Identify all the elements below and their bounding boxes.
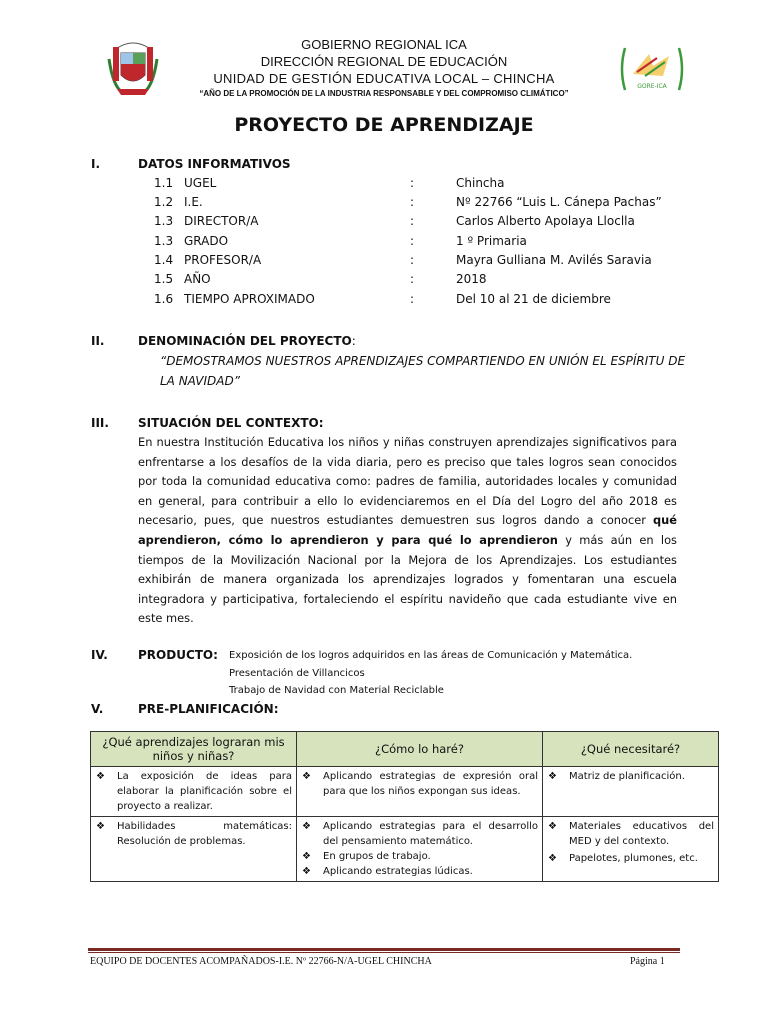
list-item xyxy=(301,849,538,864)
datos-number: 1.2 xyxy=(154,195,174,209)
datos-number: 1.6 xyxy=(154,292,174,306)
datos-number: 1.3 xyxy=(154,214,174,228)
product-item: Presentación de Villancicos xyxy=(229,668,365,679)
table-cell xyxy=(297,817,543,882)
datos-row xyxy=(0,195,768,213)
list-item-text: Habilidades matemáticas: Resolución de problemas. xyxy=(117,821,292,847)
context-bold-2: cómo lo aprendieron y para qué lo aprendieron xyxy=(228,532,558,547)
list-item-text: La exposición de ideas para elaborar la planificación sobre el proyecto a realizar. xyxy=(117,771,292,812)
table-header-cell: ¿Qué necesitaré? xyxy=(543,732,719,767)
datos-row xyxy=(0,292,768,310)
footer-rule xyxy=(88,948,680,951)
diamond-bullet-icon: ❖ xyxy=(96,821,105,832)
list-item xyxy=(301,864,538,879)
datos-value: Nº 22766 “Luis L. Cánepa Pachas” xyxy=(456,195,662,209)
section-5-title: PRE-PLANIFICACIÓN: xyxy=(138,702,279,716)
datos-number: 1.3 xyxy=(154,234,174,248)
list-item-text: Aplicando estrategias de expresión oral para que los niños expongan sus ideas. xyxy=(323,771,538,797)
section-5-number: V. xyxy=(91,702,104,716)
table-row xyxy=(91,767,719,817)
datos-key: I.E. xyxy=(184,195,203,209)
section-2-title-text: DENOMINACIÓN DEL PROYECTO xyxy=(138,334,352,348)
planning-table xyxy=(90,731,719,882)
header-year-motto: “AÑO DE LA PROMOCIÓN DE LA INDUSTRIA RESPONSABLE Y DEL COMPROMISO CLIMÁTICO” xyxy=(199,89,569,98)
datos-row xyxy=(0,176,768,194)
list-item-text: En grupos de trabajo. xyxy=(323,851,431,862)
section-2-title xyxy=(138,334,356,348)
diamond-bullet-icon: ❖ xyxy=(548,853,557,864)
datos-number: 1.4 xyxy=(154,253,174,267)
context-text-2: y más aún en los tiempos de la Movilización Nacional por la Mejora de los Aprendizajes. Los estudiantes exhibirán de manera organizada los aprendizajes logrados y fomentaran una escuela integradora y participativa, fortaleciendo el espíritu navideño que cada estudiante vive en este mes. xyxy=(138,532,677,626)
diamond-bullet-icon: ❖ xyxy=(302,771,311,782)
gore-ica-text: GORE-ICA xyxy=(637,83,667,90)
datos-colon: : xyxy=(410,176,415,190)
project-name: “DEMOSTRAMOS NUESTROS APRENDIZAJES COMPARTIENDO EN UNIÓN EL ESPÍRITU DE LA NAVIDAD” xyxy=(160,354,686,388)
table-cell xyxy=(91,817,297,882)
section-3-number: III. xyxy=(91,416,109,430)
list-item xyxy=(547,851,714,866)
diamond-bullet-icon: ❖ xyxy=(548,771,557,782)
table-cell xyxy=(297,767,543,817)
datos-colon: : xyxy=(410,272,415,286)
section-1-title: DATOS INFORMATIVOS xyxy=(138,157,291,171)
list-item xyxy=(301,819,538,849)
section-4-title: PRODUCTO: xyxy=(138,648,218,662)
datos-row xyxy=(0,253,768,271)
section-3-title: SITUACIÓN DEL CONTEXTO: xyxy=(138,416,324,430)
header-direction: DIRECCIÓN REGIONAL DE EDUCACIÓN xyxy=(260,54,508,69)
datos-key: UGEL xyxy=(184,176,217,190)
section-4-number: IV. xyxy=(91,648,108,662)
diamond-bullet-icon: ❖ xyxy=(302,851,311,862)
datos-key: DIRECTOR/A xyxy=(184,214,259,228)
header-government: GOBIERNO REGIONAL ICA xyxy=(301,37,467,52)
context-bold-1: qué aprendieron xyxy=(138,513,677,547)
list-item xyxy=(547,769,714,784)
section-1-number: I. xyxy=(91,157,101,171)
diamond-bullet-icon: ❖ xyxy=(548,821,557,832)
section-2-colon: : xyxy=(351,334,356,348)
table-cell xyxy=(91,767,297,817)
datos-colon: : xyxy=(410,214,415,228)
list-item xyxy=(301,769,538,799)
list-item xyxy=(547,819,714,849)
list-item-text: Papelotes, plumones, etc. xyxy=(569,853,698,864)
datos-key: GRADO xyxy=(184,234,229,248)
list-item xyxy=(95,819,292,849)
datos-row xyxy=(0,214,768,232)
footer-team: EQUIPO DE DOCENTES ACOMPAÑADOS-I.E. Nº 22766-N/A-UGEL CHINCHA xyxy=(90,956,432,967)
datos-number: 1.1 xyxy=(154,176,174,190)
diamond-bullet-icon: ❖ xyxy=(302,866,311,877)
context-sep: , xyxy=(216,532,229,547)
context-paragraph xyxy=(138,433,677,629)
datos-value: Mayra Gulliana M. Avilés Saravia xyxy=(456,253,652,267)
table-header-cell: ¿Qué aprendizajes lograran mis niños y niñas? xyxy=(91,732,297,767)
table-header-cell: ¿Cómo lo haré? xyxy=(297,732,543,767)
datos-number: 1.5 xyxy=(154,272,174,286)
datos-value: Del 10 al 21 de diciembre xyxy=(456,292,611,306)
table-cell xyxy=(543,817,719,882)
datos-value: Chincha xyxy=(456,176,505,190)
datos-row xyxy=(0,272,768,290)
section-2-number: II. xyxy=(91,334,105,348)
list-item xyxy=(95,769,292,814)
footer-page-number: Página 1 xyxy=(630,956,665,967)
datos-value: 2018 xyxy=(456,272,487,286)
datos-key: PROFESOR/A xyxy=(184,253,262,267)
footer-rule-thin xyxy=(88,952,680,953)
diamond-bullet-icon: ❖ xyxy=(302,821,311,832)
table-header-row xyxy=(91,732,719,767)
datos-row xyxy=(0,234,768,252)
datos-colon: : xyxy=(410,253,415,267)
context-text-1: En nuestra Institución Educativa los niños y niñas construyen aprendizajes significativos para enfrentarse a los desafíos de la vida diaria, pero es preciso que tales logros sean conocidos por toda la comunidad educativa como: padres de familia, autoridades locales y comunidad en general, para contribuir a ello lo evidenciaremos en el Día del Logro del año 2018 es necesario, pues, que nuestros estudiantes demuestren sus logros dando a conocer xyxy=(138,435,677,528)
datos-colon: : xyxy=(410,234,415,248)
document-title: PROYECTO DE APRENDIZAJE xyxy=(234,114,534,136)
diamond-bullet-icon: ❖ xyxy=(96,771,105,782)
list-item-text: Matriz de planificación. xyxy=(569,771,685,782)
list-item-text: Aplicando estrategias lúdicas. xyxy=(323,866,473,877)
product-item: Exposición de los logros adquiridos en las áreas de Comunicación y Matemática. xyxy=(229,650,633,661)
product-item: Trabajo de Navidad con Material Reciclable xyxy=(229,685,444,696)
list-item-text: Materiales educativos del MED y del contexto. xyxy=(569,821,714,847)
header-ugel: UNIDAD DE GESTIÓN EDUCATIVA LOCAL – CHINCHA xyxy=(213,71,555,86)
list-item-text: Aplicando estrategias para el desarrollo del pensamiento matemático. xyxy=(323,821,538,847)
datos-colon: : xyxy=(410,195,415,209)
datos-value: Carlos Alberto Apolaya Lloclla xyxy=(456,214,635,228)
datos-colon: : xyxy=(410,292,415,306)
table-cell xyxy=(543,767,719,817)
datos-key: AÑO xyxy=(184,272,211,286)
table-row xyxy=(91,817,719,882)
datos-value: 1 º Primaria xyxy=(456,234,527,248)
datos-key: TIEMPO APROXIMADO xyxy=(184,292,315,306)
